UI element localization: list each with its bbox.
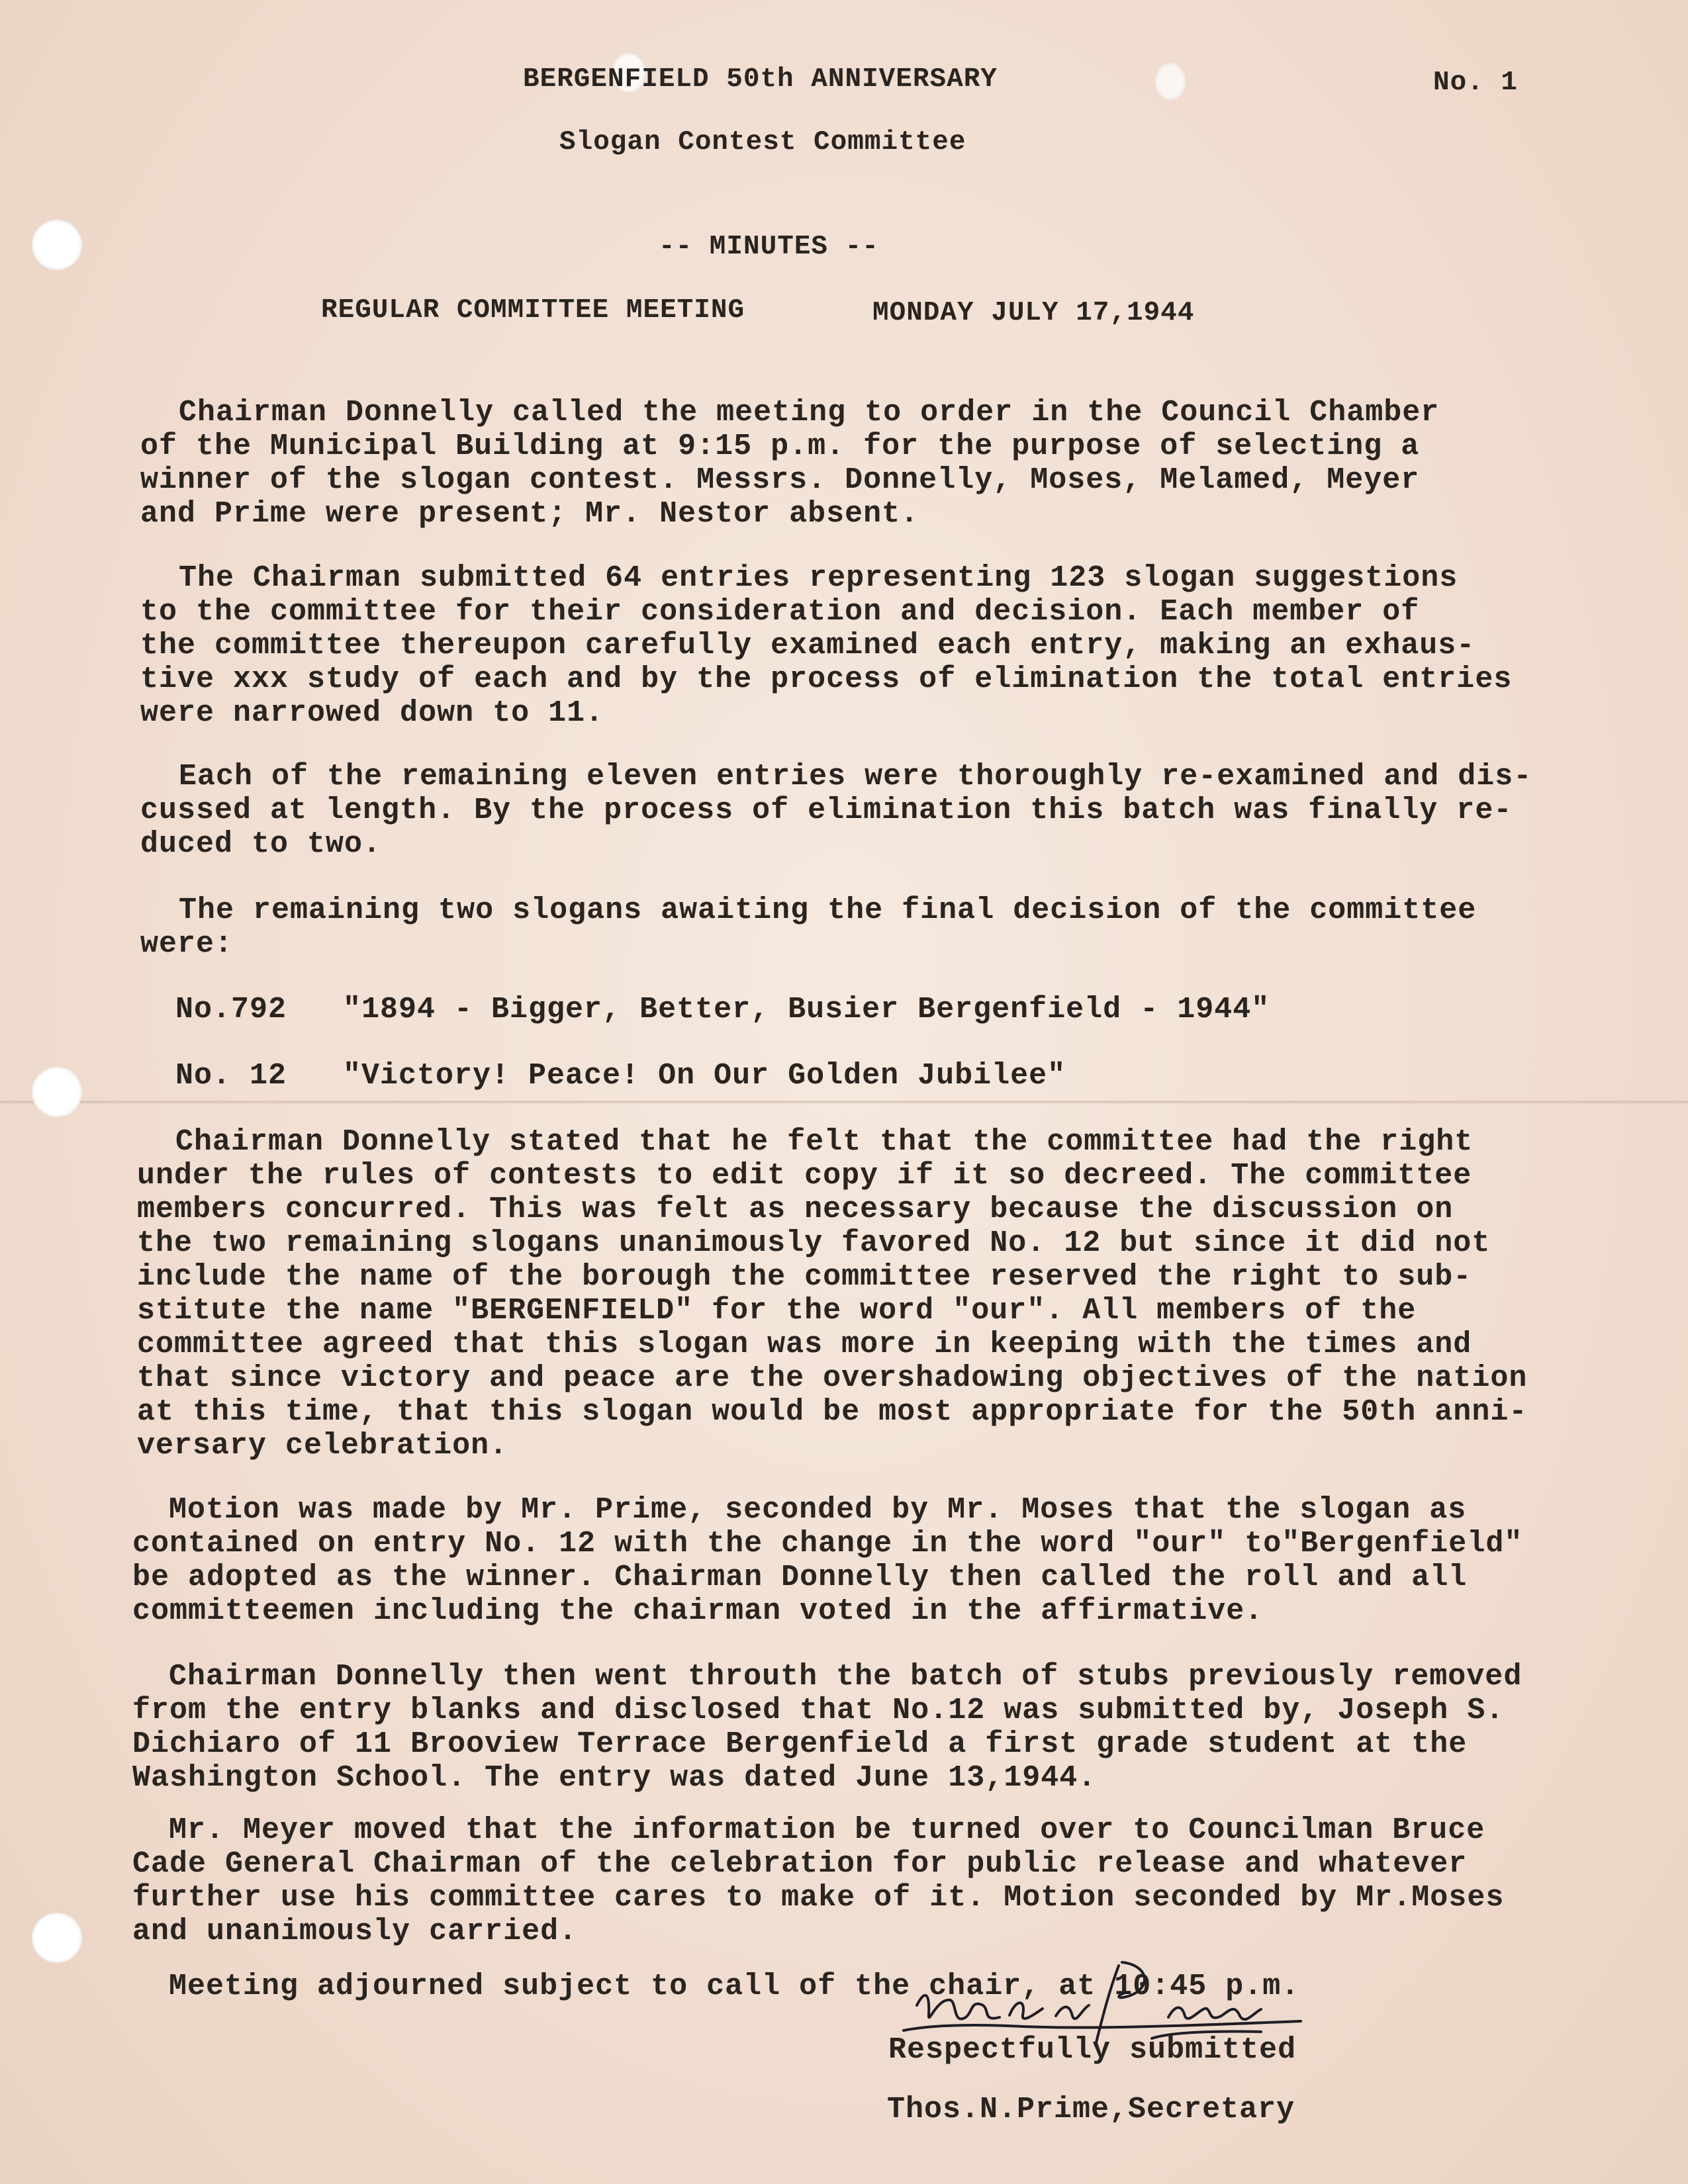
paragraph-line: to the committee for their consideration and decision. Each member of bbox=[140, 595, 1420, 629]
paragraph-line: contained on entry No. 12 with the change in the word "our" to"Bergenfield" bbox=[132, 1527, 1523, 1561]
paragraph-line: members concurred. This was felt as necessary because the discussion on bbox=[137, 1193, 1454, 1226]
binder-hole-bottom bbox=[32, 1913, 82, 1963]
document-title: BERGENFIELD 50th ANNIVERSARY bbox=[523, 64, 998, 95]
paragraph-line: duced to two. bbox=[140, 827, 382, 861]
minutes-heading: -- MINUTES -- bbox=[659, 232, 879, 262]
document-number: No. 1 bbox=[1433, 68, 1519, 98]
paragraph-line: under the rules of contests to edit copy if it so decreed. The committee bbox=[137, 1159, 1472, 1193]
paragraph-line: stitute the name "BERGENFIELD" for the word "our". All members of the bbox=[137, 1294, 1417, 1328]
paragraph-edit-copy bbox=[137, 1125, 1528, 1463]
paragraph-line: from the entry blanks and disclosed that No.12 was submitted by, Joseph S. bbox=[132, 1694, 1505, 1727]
meeting-date: MONDAY JULY 17,1944 bbox=[872, 298, 1195, 328]
committee-name: Slogan Contest Committee bbox=[559, 127, 966, 158]
slogan-text: "1894 - Bigger, Better, Busier Bergenfield - 1944" bbox=[343, 993, 1270, 1026]
paragraph-line: winner of the slogan contest. Messrs. Donnelly, Moses, Melamed, Meyer bbox=[140, 463, 1420, 497]
slogan-number: No. 12 bbox=[175, 1059, 287, 1093]
slogan-text: "Victory! Peace! On Our Golden Jubilee" bbox=[343, 1059, 1066, 1093]
signatory-name: Thos.N.Prime,Secretary bbox=[887, 2093, 1295, 2126]
paragraph-line: and unanimously carried. bbox=[132, 1915, 578, 1948]
punch-mark-header-right bbox=[1155, 63, 1186, 100]
paper-fold-line bbox=[0, 1100, 1688, 1104]
paragraph-line: The Chairman submitted 64 entries representing 123 slogan suggestions bbox=[179, 561, 1458, 595]
paragraph-line: and Prime were present; Mr. Nestor absent. bbox=[140, 497, 919, 531]
meeting-type: REGULAR COMMITTEE MEETING bbox=[321, 295, 745, 326]
paragraph-line: The remaining two slogans awaiting the final decision of the committee bbox=[179, 893, 1477, 927]
paragraph-line: Chairman Donnelly then went throuth the batch of stubs previously removed bbox=[169, 1660, 1523, 1694]
paragraph-motion-adopted bbox=[132, 1493, 1523, 1628]
paragraph-line: tive xxx study of each and by the process of elimination the total entries bbox=[140, 662, 1513, 696]
paragraph-line: Dichiaro of 11 Brooview Terrace Bergenfield a first grade student at the bbox=[132, 1727, 1468, 1761]
paragraph-line: Washington School. The entry was dated June 13,1944. bbox=[132, 1761, 1097, 1795]
paragraph-call-to-order bbox=[140, 396, 1440, 531]
paragraph-line: Cade General Chairman of the celebration for public release and whatever bbox=[132, 1847, 1468, 1881]
paragraph-line: further use his committee cares to make of it. Motion seconded by Mr.Moses bbox=[132, 1881, 1505, 1915]
binder-hole-middle bbox=[32, 1067, 82, 1117]
paragraph-line: committeemen including the chairman voted in the affirmative. bbox=[132, 1594, 1264, 1628]
paragraph-public-release bbox=[132, 1813, 1505, 1948]
paragraph-line: Chairman Donnelly stated that he felt that the committee had the right bbox=[175, 1125, 1474, 1159]
paragraph-line: that since victory and peace are the overshadowing objectives of the nation bbox=[137, 1361, 1528, 1395]
handwritten-signature bbox=[890, 1952, 1321, 2052]
paragraph-entries-submitted bbox=[140, 561, 1513, 730]
paragraph-line: versary celebration. bbox=[137, 1429, 508, 1463]
paragraph-line: be adopted as the winner. Chairman Donnelly then called the roll and all bbox=[132, 1561, 1468, 1594]
adjournment-line: Meeting adjourned subject to call of the chair, at 10:45 p.m. bbox=[169, 1970, 1300, 2003]
paragraph-line: committee agreed that this slogan was more in keeping with the times and bbox=[137, 1328, 1472, 1361]
paragraph-line: of the Municipal Building at 9:15 p.m. for the purpose of selecting a bbox=[140, 430, 1420, 463]
paragraph-line: include the name of the borough the committee reserved the right to sub- bbox=[137, 1260, 1472, 1294]
paragraph-remaining-slogans bbox=[140, 893, 1477, 961]
paragraph-line: were: bbox=[140, 927, 234, 961]
paragraph-line: the two remaining slogans unanimously favored No. 12 but since it did not bbox=[137, 1226, 1491, 1260]
paragraph-line: Mr. Meyer moved that the information be turned over to Councilman Bruce bbox=[169, 1813, 1485, 1847]
paragraph-line: Chairman Donnelly called the meeting to order in the Council Chamber bbox=[179, 396, 1440, 430]
paragraph-line: Motion was made by Mr. Prime, seconded by Mr. Moses that the slogan as bbox=[169, 1493, 1467, 1527]
paragraph-winner-disclosed bbox=[132, 1660, 1523, 1795]
paragraph-line: Each of the remaining eleven entries were thoroughly re-examined and dis- bbox=[179, 760, 1532, 794]
paragraph-line: were narrowed down to 11. bbox=[140, 696, 604, 730]
binder-hole-top bbox=[32, 220, 82, 270]
paragraph-line: the committee thereupon carefully examined each entry, making an exhaus- bbox=[140, 629, 1476, 662]
paragraph-line: cussed at length. By the process of elimination this batch was finally re- bbox=[140, 794, 1513, 827]
respectfully-submitted: Respectfully submitted bbox=[888, 2033, 1297, 2067]
paragraph-re-examined bbox=[140, 760, 1532, 861]
slogan-number: No.792 bbox=[175, 993, 287, 1026]
paragraph-line: at this time, that this slogan would be most appropriate for the 50th anni- bbox=[137, 1395, 1528, 1429]
